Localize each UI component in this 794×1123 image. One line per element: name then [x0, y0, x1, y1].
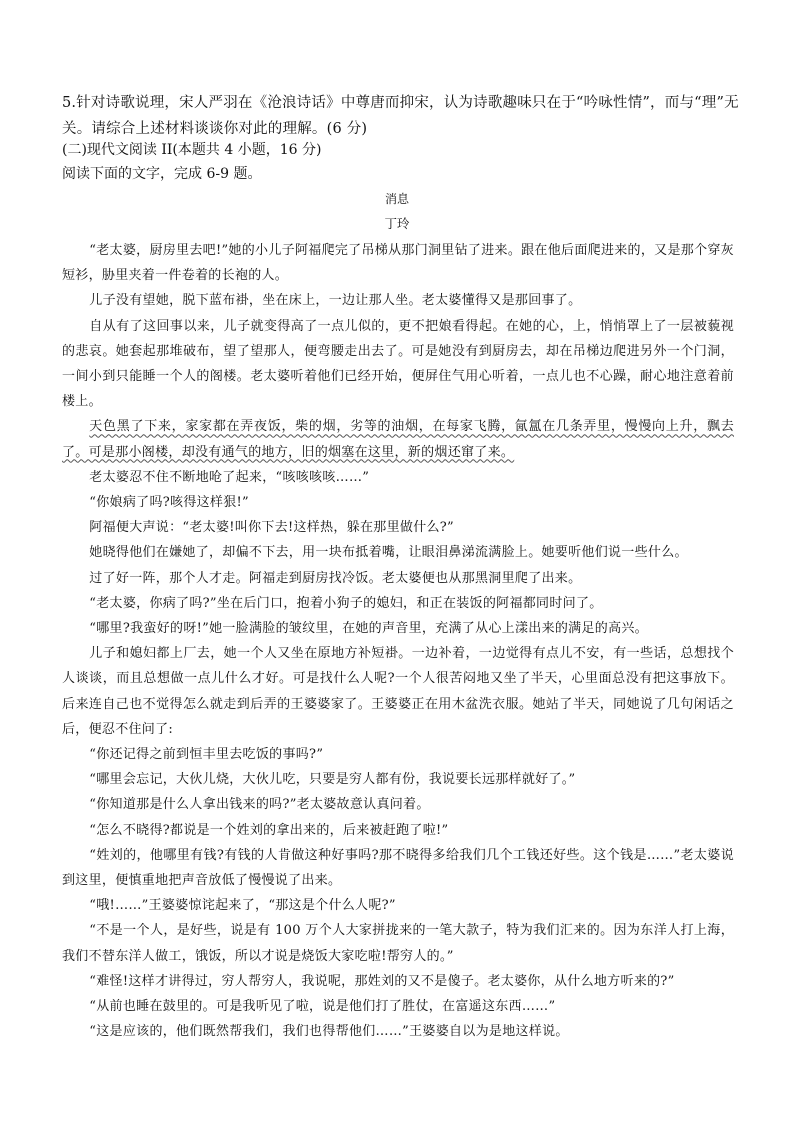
- story-paragraph: 儿子没有望她，脱下蓝布褂，坐在床上，一边让那人坐。老太婆懂得又是那回事了。: [89, 293, 582, 309]
- story-paragraph: 过了好一阵，那个人才走。阿福走到厨房找冷饭。老太婆便也从那黑洞里爬了出来。: [89, 570, 582, 586]
- story-paragraph: “你还记得之前到恒丰里去吃饭的事吗?”: [89, 747, 324, 763]
- story-paragraph: 儿子和媳妇都上厂去，她一个人又坐在原地方补短褂。一边补着，一边觉得有点儿不安，有一些话，总想找个人谈谈，而且总想做一点儿什么才好。可是找什么人呢?一个人很苦闷地又坐了半天，心里面总没有把这事放下。后来连自己也不觉得怎么就走到后弄的王婆婆家了。王婆婆正在用木盆洗衣服。她站了半天，同她说了几句闲话之后，便忍不住问了:: [62, 646, 734, 737]
- story-paragraph: 她晓得他们在嫌她了，却偏不下去，用一块布抵着嘴，让眼泪鼻涕流满脸上。她要听他们说一些什么。: [89, 545, 688, 561]
- story-paragraph: “你娘病了吗?咳得这样狠!”: [89, 495, 249, 511]
- story-paragraph: “难怪!这样才讲得过，穷人帮穷人，我说呢，那姓刘的又不是傻子。老太婆你，从什么地方听来的?”: [89, 973, 675, 989]
- story-paragraph: “你知道那是什么人拿出钱来的吗?”老太婆故意认真问着。: [89, 797, 430, 813]
- question-5: 5.针对诗歌说理，宋人严羽在《沧浪诗话》中尊唐而抑宋，认为诗歌趣味只在于“吟咏性情”，而与“理”无关。请综合上述材料谈谈你对此的理解。(6 分): [62, 95, 739, 137]
- story-author: 丁玲: [384, 216, 410, 231]
- story-body: [62, 238, 734, 1045]
- story-paragraph: “姓刘的，他哪里有钱?有钱的人肯做这种好事吗?那不晓得多给我们几个工钱还好些。这个钱是……”老太婆说到这里，便慎重地把声音放低了慢慢说了出来。: [62, 847, 734, 889]
- reading-instruction: 阅读下面的文字，完成 6-9 题。: [62, 166, 262, 182]
- story-paragraph: “怎么不晓得?都说是一个姓刘的拿出来的，后来被赶跑了啦!”: [89, 822, 449, 838]
- wavy-underlined-text: 天色黑了下来，家家都在弄夜饭，柴的烟，劣等的油烟，在每家飞腾，氤氲在几条弄里，慢慢向上升，飘去了。可是那小阁楼，却没有通气的地方，旧的烟塞在这里，新的烟还窜了来。: [62, 419, 734, 460]
- story-paragraph: “老太婆，厨房里去吧!”她的小儿子阿福爬完了吊梯从那门洞里钻了进来。跟在他后面爬进来的，又是那个穿灰短衫，胁里夹着一件卷着的长袍的人。: [62, 243, 734, 284]
- story-paragraph: “不是一个人，是好些，说是有 100 万个人大家拼拢来的一笔大款子，特为我们汇来的。因为东洋人打上海，我们不替东洋人做工，饿饭，所以才说是烧饭大家吃啦!帮穷人的。”: [62, 923, 734, 964]
- story-title: 消息: [384, 192, 409, 206]
- story-paragraph: 阿福便大声说：“老太婆!叫你下去!这样热，躲在那里做什么?”: [89, 520, 455, 536]
- story-paragraph: “哦!……”王婆婆惊诧起来了，“那这是个什么人呢?”: [89, 898, 396, 914]
- story-paragraph: 老太婆忍不住不断地呛了起来，“咳咳咳咳……”: [89, 469, 370, 485]
- story-paragraph: 自从有了这回事以来，儿子就变得高了一点儿似的，更不把娘看得起。在她的心，上，悄悄罩上了一层被藐视的悲哀。她套起那堆破布，望了望那人，便弯腰走出去了。可是她没有到厨房去，却在吊梯边爬进另外一个门洞，一间小到只能睡一个人的阁楼。老太婆听着他们已经开始，便屏住气用心听着，一点儿也不心躁，耐心地注意着前楼上。: [62, 318, 734, 410]
- story-paragraph: “哪里?我蛮好的呀!”她一脸满脸的皱纹里，在她的声音里，充满了从心上漾出来的满足的高兴。: [89, 621, 648, 637]
- story-paragraph: “从前也睡在鼓里的。可是我听见了啦，说是他们打了胜仗，在富遥这东西……”: [89, 999, 556, 1015]
- section-heading: (二)现代文阅读 II(本题共 4 小题，16 分): [62, 142, 322, 158]
- story-paragraph: “老太婆，你病了吗?”坐在后门口，抱着小狗子的媳妇，和正在装饭的阿福都同时问了。: [89, 595, 603, 611]
- story-paragraph-underlined: [62, 414, 734, 464]
- story-paragraph: “这是应该的，他们既然帮我们，我们也得帮他们……”王婆婆自以为是地这样说。: [89, 1024, 569, 1040]
- story-paragraph: “哪里会忘记，大伙儿烧，大伙儿吃，只要是穷人都有份，我说要长远那样就好了。”: [89, 772, 576, 788]
